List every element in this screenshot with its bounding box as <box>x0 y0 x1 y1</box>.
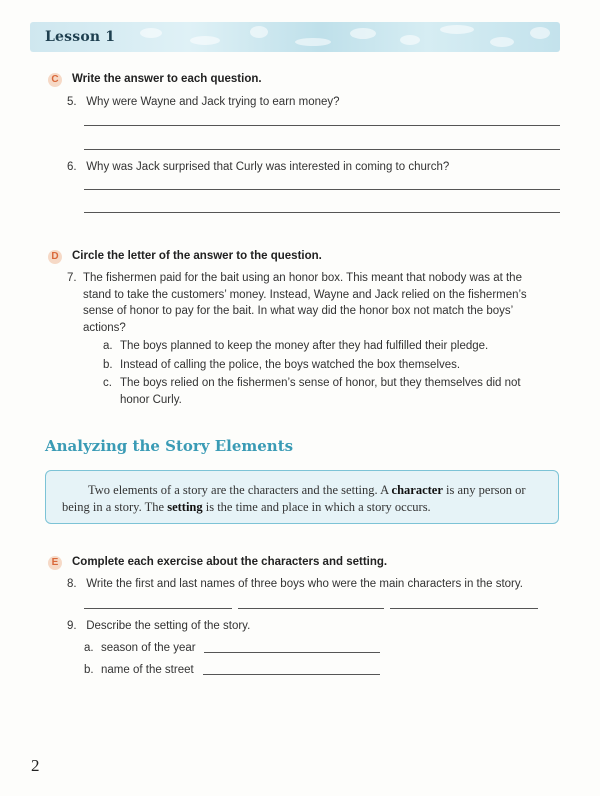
section-d-instruction: Circle the letter of the answer to the question. <box>72 250 322 262</box>
answer-line-6b[interactable] <box>84 212 560 213</box>
section-c-instruction: Write the answer to each question. <box>72 73 262 85</box>
question-9a-text: season of the year <box>101 642 196 654</box>
question-9b <box>84 662 194 679</box>
section-heading: Analyzing the Story Elements <box>45 437 294 455</box>
section-c-badge: C <box>48 73 62 87</box>
option-a-text: The boys planned to keep the money after they had fulfilled their pledge. <box>120 340 489 352</box>
answer-line-5a[interactable] <box>84 125 560 126</box>
question-5 <box>67 94 340 111</box>
question-7-line: sense of honor to pay for the bait. In what way did the honor box not match the boys’ <box>83 305 514 317</box>
question-7-line: actions? <box>83 321 126 334</box>
question-8-number: 8. <box>67 578 77 590</box>
question-5-text: Why were Wayne and Jack trying to earn money? <box>86 96 340 108</box>
question-9-number: 9. <box>67 620 77 632</box>
option-c[interactable] <box>103 375 543 408</box>
option-c-text: The boys relied on the fishermen’s sense of honor, but they themselves did not <box>120 377 521 389</box>
page-number: 2 <box>31 756 40 775</box>
option-b[interactable] <box>103 357 460 374</box>
question-7-line: stand to take the customers’ money. Instead, Wayne and Jack relied on the fishermen’s <box>83 288 527 301</box>
question-7 <box>67 270 557 336</box>
definition-text: Two elements of a story are the characters and the setting. A character is any person or being in a story. The setting is the time and place in which a story occurs. <box>62 483 526 514</box>
question-5-number: 5. <box>67 96 77 108</box>
term-setting: setting <box>167 500 203 514</box>
question-9a <box>84 640 196 657</box>
question-9 <box>67 618 250 635</box>
section-e-badge: E <box>48 556 62 570</box>
answer-line-9b[interactable] <box>203 674 380 675</box>
question-8-text: Write the first and last names of three boys who were the main characters in the story. <box>86 578 523 590</box>
option-c-letter: c. <box>103 377 112 389</box>
answer-line-8a[interactable] <box>84 608 232 609</box>
answer-line-8b[interactable] <box>238 608 384 609</box>
question-7-number: 7. <box>67 272 77 284</box>
option-b-letter: b. <box>103 359 113 371</box>
question-6 <box>67 159 449 176</box>
question-6-text: Why was Jack surprised that Curly was interested in coming to church? <box>86 161 450 173</box>
answer-line-9a[interactable] <box>204 652 380 653</box>
section-d-badge: D <box>48 250 62 264</box>
option-c-text: honor Curly. <box>120 393 182 406</box>
question-9b-letter: b. <box>84 664 94 676</box>
answer-line-5b[interactable] <box>84 149 560 150</box>
answer-line-6a[interactable] <box>84 189 560 190</box>
question-6-number: 6. <box>67 161 77 173</box>
section-e-instruction: Complete each exercise about the characters and setting. <box>72 556 388 568</box>
question-8 <box>67 576 523 593</box>
option-a-letter: a. <box>103 340 113 352</box>
option-b-text: Instead of calling the police, the boys watched the box themselves. <box>120 359 461 371</box>
answer-line-8c[interactable] <box>390 608 538 609</box>
lesson-title: Lesson 1 <box>45 29 116 45</box>
question-7-line: The fishermen paid for the bait using an honor box. This meant that nobody was at the <box>83 272 522 284</box>
option-a[interactable] <box>103 338 488 355</box>
question-9b-text: name of the street <box>101 664 194 676</box>
term-character: character <box>391 483 443 497</box>
question-9-text: Describe the setting of the story. <box>86 620 251 632</box>
question-9a-letter: a. <box>84 642 94 654</box>
